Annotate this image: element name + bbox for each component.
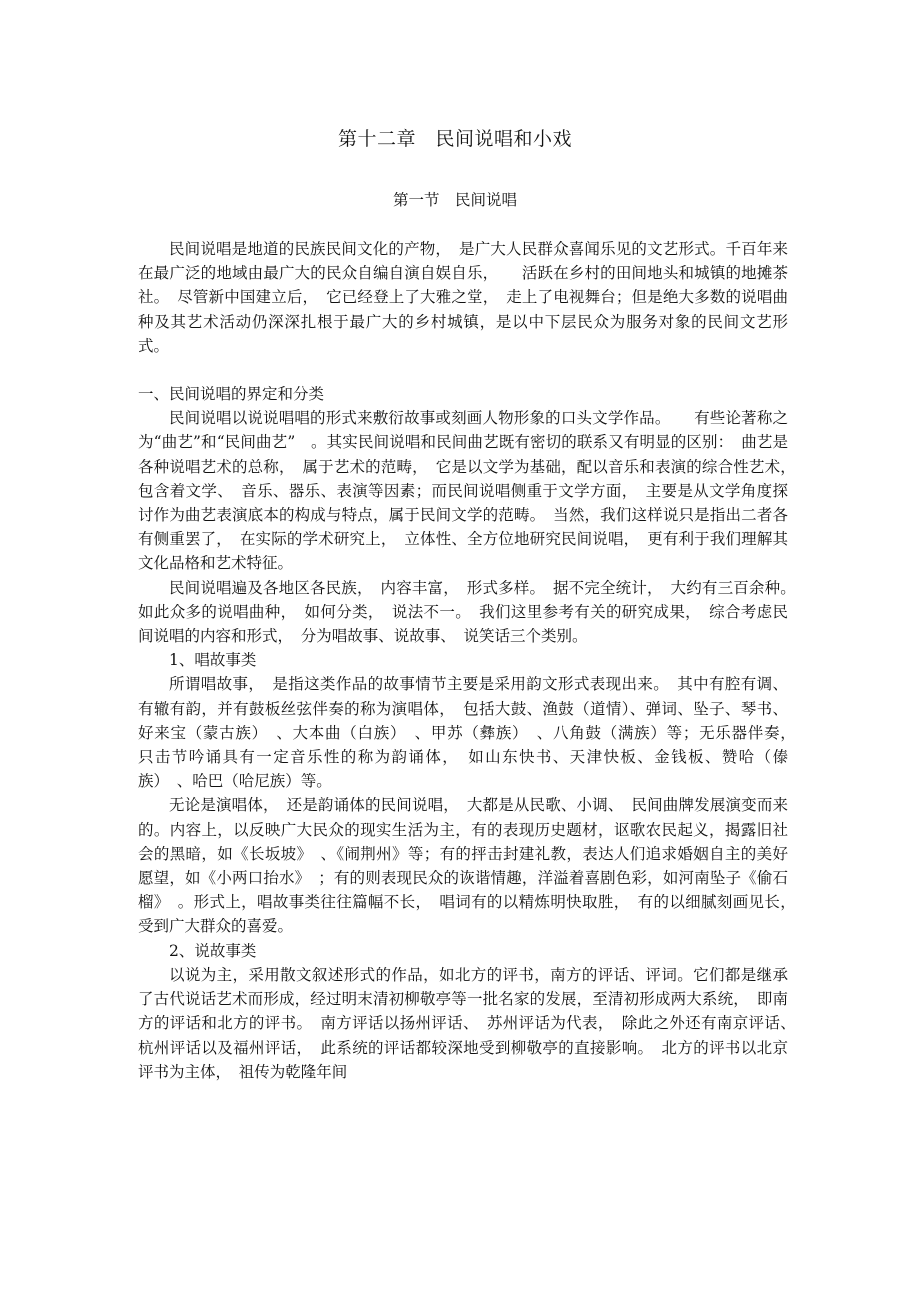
intro-paragraph: 民间说唱是地道的民族民间文化的产物， 是广大人民群众喜闻乐见的文艺形式。千百年来在最广泛的地域由最广大的民众自编自演自娱自乐， 活跃在乡村的田间地头和城镇的地摊茶社。 尽管新中国建立后， 它已经登上了大雅之堂， 走上了电视舞台；但是绝大多数的说唱曲种及其艺术活动仍深深扎根于最广大的乡村城镇，是以中下层民众为服务对象的民间文艺形式。: [138, 240, 788, 355]
paragraph-singing-stories: 所谓唱故事， 是指这类作品的故事情节主要是采用韵文形式表现出来。 其中有腔有调、有辙有韵，并有鼓板丝弦伴奏的称为演唱体， 包括大鼓、渔鼓（道情）、弹词、坠子、琴书、好来宝（蒙古族） 、大本曲（白族） 、甲苏（彝族） 、八角鼓（满族）等；无乐器伴奏， 只击节吟诵具有一定音乐性的称为韵诵体， 如山东快书、天津快板、金钱板、赞哈（傣族） 、哈巴（哈尼族）等。: [138, 675, 804, 791]
paragraph-origin: 无论是演唱体， 还是韵诵体的民间说唱， 大都是从民歌、小调、 民间曲牌发展演变而来的。内容上，以反映广大民众的现实生活为主，有的表现历史题材，讴歌农民起义，揭露旧社会的黑暗，如《长坂坡》 、《闹荆州》等；有的抨击封建礼教，表达人们追求婚姻自主的美好愿望，如《小两口抬水》 ；有的则表现民众的诙谐情趣，洋溢着喜剧色彩，如河南坠子《偷石榴》 。形式上，唱故事类往往篇幅不长， 唱词有的以精炼明快取胜， 有的以细腻刻画见长， 受到广大群众的喜爱。: [138, 796, 804, 936]
section-title: 第一节 民间说唱: [392, 191, 517, 209]
paragraph-classification: 民间说唱遍及各地区各民族， 内容丰富， 形式多样。 据不完全统计， 大约有三百余种。 如此众多的说唱曲种， 如何分类， 说法不一。 我们这里参考有关的研究成果， 综合考虑民间说唱的内容和形式， 分为唱故事、说故事、 说笑话三个类别。: [138, 578, 804, 646]
heading-definition-classification: 一、民间说唱的界定和分类: [138, 385, 325, 404]
paragraph-gap: [138, 358, 788, 382]
chapter-title: 第十二章 民间说唱和小戏: [337, 128, 572, 150]
paragraph-definition: 民间说唱以说说唱唱的形式来敷衍故事或刻画人物形象的口头文学作品。 有些论著称之为“曲艺”和“民间曲艺” 。其实民间说唱和民间曲艺既有密切的联系又有明显的区别： 曲艺是各种说唱艺术的总称， 属于艺术的范畴， 它是以文学为基础，配以音乐和表演的综合性艺术， 包含着文学、 音乐、器乐、表演等因素；而民间说唱侧重于文学方面， 主要是从文学角度探讨作为曲艺表演底本的构成与特点，属于民间文学的范畴。 当然，我们这样说只是指出二者各有侧重罢了， 在实际的学术研究上， 立体性、全方位地研究民间说唱， 更有利于我们理解其文化品格和艺术特征。: [138, 409, 804, 573]
subheading-singing-stories: 1、唱故事类: [169, 651, 257, 670]
paragraph-telling-stories: 以说为主，采用散文叙述形式的作品，如北方的评书，南方的评话、评词。它们都是继承了古代说话艺术而形成，经过明末清初柳敬亭等一批名家的发展，至清初形成两大系统， 即南方的评话和北方的评书。 南方评话以扬州评话、 苏州评话为代表， 除此之外还有南京评话、 杭州评话以及福州评话， 此系统的评话都较深地受到柳敬亭的直接影响。 北方的评书以北京评书为主体， 祖传为乾隆年间: [138, 965, 804, 1081]
subheading-telling-stories: 2、说故事类: [169, 941, 257, 960]
document-body: [138, 237, 804, 1084]
